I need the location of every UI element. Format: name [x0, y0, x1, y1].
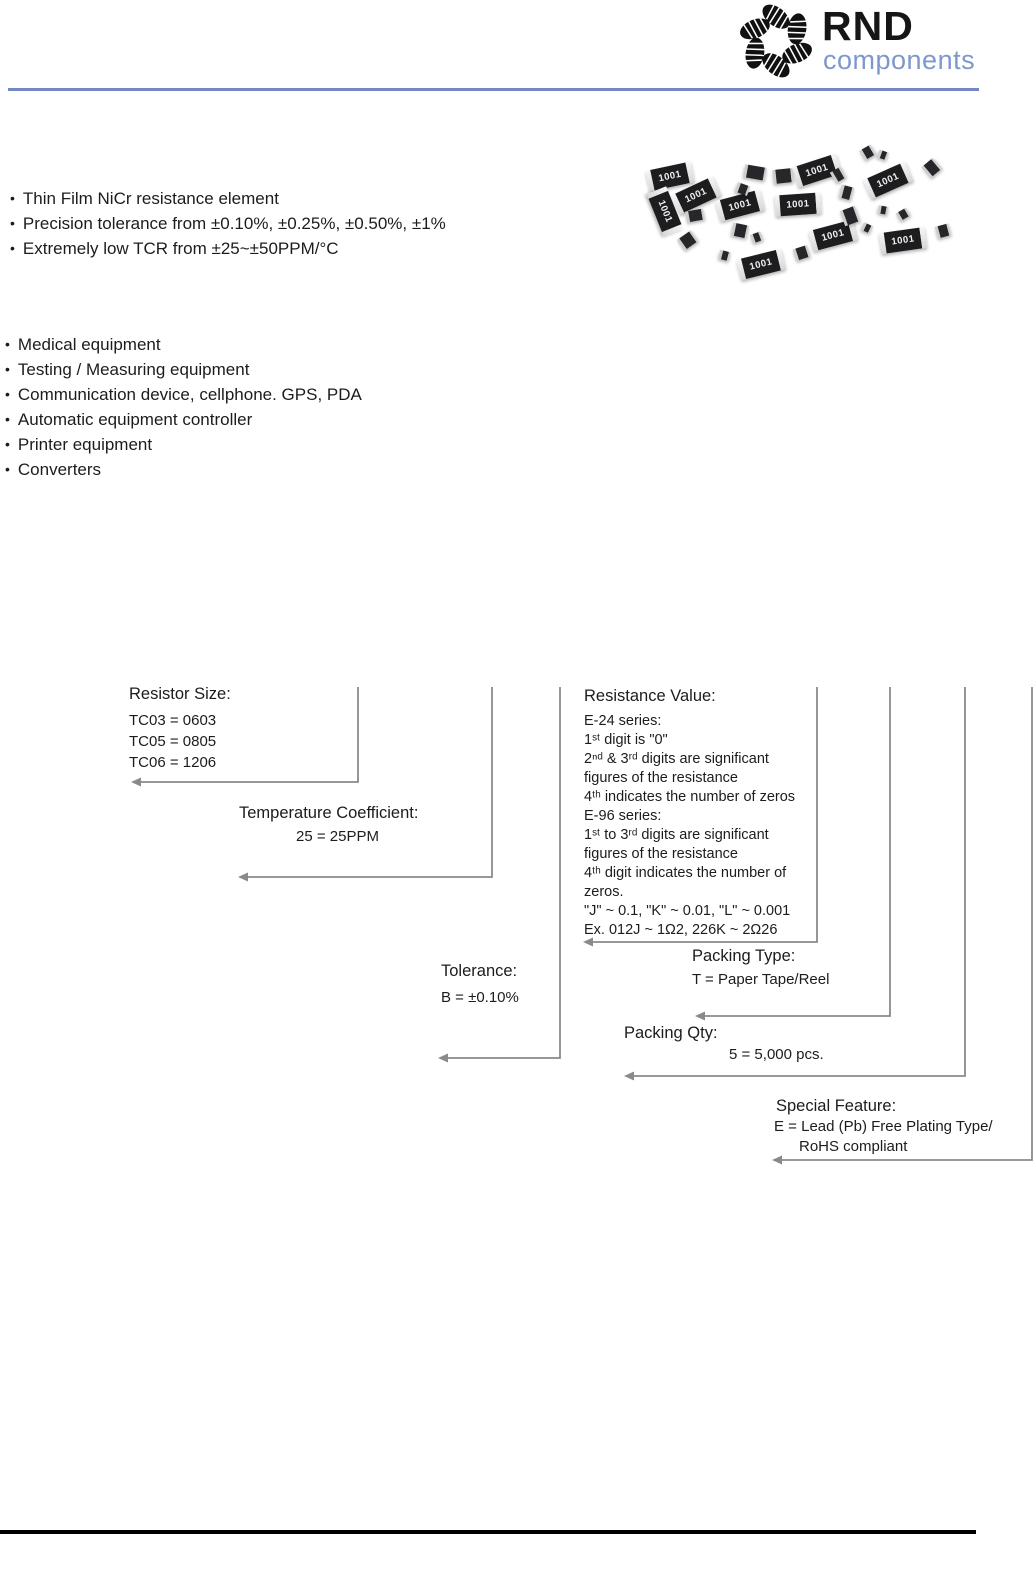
application-item: • Automatic equipment controller: [5, 407, 362, 432]
footer-rule: [0, 1530, 976, 1534]
code-line: RoHS compliant: [799, 1138, 908, 1155]
pointer-special-feature: [772, 687, 1032, 1165]
chip-marking: 1001: [804, 161, 830, 180]
chip-marking: 1001: [748, 256, 774, 273]
resistor-chip: [743, 164, 767, 181]
resistor-photo: [630, 128, 975, 300]
section-title: Packing Qty:: [624, 1024, 718, 1042]
code-line: figures of the resistance: [584, 846, 738, 862]
feature-item: • Precision tolerance from ±0.10%, ±0.25%, ±0.50%, ±1%: [10, 211, 446, 236]
code-line: 5 = 5,000 pcs.: [729, 1046, 824, 1063]
features-list: [10, 186, 446, 261]
code-line: Ex. 012J ~ 1Ω2, 226K ~ 2Ω26: [584, 922, 778, 938]
ordering-temp-coeff: [239, 803, 418, 847]
resistor-chip: [772, 168, 793, 184]
resistor-chip: [935, 223, 952, 238]
feature-item: • Extremely low TCR from ±25~±50PPM/°C: [10, 236, 446, 261]
resistor-chip: [863, 162, 914, 200]
resistor-chip: [685, 209, 705, 223]
code-line: 4ᵗʰ indicates the number of zeros: [584, 789, 796, 805]
ordering-packing-type: [692, 946, 829, 990]
code-line: E = Lead (Pb) Free Plating Type/: [774, 1118, 993, 1135]
chip-marking: 1001: [820, 227, 846, 244]
section-title: Temperature Coefficient:: [239, 804, 419, 822]
chip-marking: 1001: [683, 185, 709, 206]
chip-marking: 1001: [875, 170, 901, 191]
code-line: E-96 series:: [584, 808, 662, 824]
code-line: T = Paper Tape/Reel: [692, 971, 830, 988]
pointer-temp-coeff: [238, 687, 492, 882]
application-item: • Printer equipment: [5, 432, 362, 457]
resistor-chip: [859, 144, 876, 160]
ordering-resistance-value: [584, 686, 795, 940]
resistor-chip: [896, 208, 911, 222]
code-line: TC03 = 0603: [129, 712, 217, 729]
resistor-chip: [715, 189, 765, 221]
code-line: zeros.: [584, 884, 624, 900]
resistor-chip: [877, 205, 888, 215]
resistor-chip: [861, 222, 873, 233]
chip-marking: 1001: [727, 197, 753, 214]
application-item: • Medical equipment: [5, 332, 362, 357]
chip-marking: 1001: [657, 168, 683, 185]
brand-logo-icon: [737, 4, 815, 78]
application-item: • Communication device, cellphone. GPS, PDA: [5, 382, 362, 407]
header-rule: [8, 88, 979, 91]
code-line: E-24 series:: [584, 713, 662, 729]
application-item: • Converters: [5, 457, 362, 482]
chip-marking: 1001: [655, 198, 675, 225]
section-title: Special Feature:: [776, 1097, 897, 1115]
ordering-tolerance: [441, 961, 519, 1008]
code-line: "J" ~ 0.1, "K" ~ 0.01, "L" ~ 0.001: [584, 903, 791, 919]
code-line: TC05 = 0805: [129, 733, 217, 750]
brand-name: RND: [822, 3, 914, 49]
resistor-chip: [921, 158, 941, 178]
resistor-chip: [677, 230, 698, 250]
resistor-chip: [879, 227, 927, 254]
section-title: Resistance Value:: [584, 687, 716, 705]
application-item: • Testing / Measuring equipment: [5, 357, 362, 382]
chip-marking: 1001: [786, 198, 810, 211]
section-title: Packing Type:: [692, 947, 796, 965]
code-line: 4ᵗʰ digit indicates the number of: [584, 865, 787, 881]
resistor-chip: [877, 150, 889, 161]
ordering-resistor-size: [129, 684, 231, 773]
code-line: B = ±0.10%: [441, 989, 519, 1006]
resistor-chip: [736, 249, 786, 281]
code-line: TC06 = 1206: [129, 754, 217, 771]
applications-list: [5, 332, 362, 482]
chip-marking: 1001: [890, 233, 916, 248]
resistor-chip: [839, 185, 855, 201]
resistor-chip: [774, 192, 821, 216]
code-line: 2ⁿᵈ & 3ʳᵈ digits are significant: [584, 751, 769, 767]
code-line: figures of the resistance: [584, 770, 738, 786]
ordering-special-feature: [774, 1096, 993, 1157]
resistor-chip: [731, 222, 749, 238]
code-line: 1ˢᵗ digit is "0": [584, 732, 668, 748]
section-title: Resistor Size:: [129, 685, 231, 703]
code-line: 25 = 25PPM: [296, 828, 379, 845]
feature-item: • Thin Film NiCr resistance element: [10, 186, 446, 211]
ordering-packing-qty: [624, 1023, 824, 1065]
brand-subtitle: components: [823, 45, 976, 75]
code-line: 1ˢᵗ to 3ʳᵈ digits are significant: [584, 827, 769, 843]
resistor-chip: [750, 231, 763, 243]
resistor-chip: [793, 245, 811, 261]
resistor-chip: [718, 250, 731, 262]
section-title: Tolerance:: [441, 962, 518, 980]
